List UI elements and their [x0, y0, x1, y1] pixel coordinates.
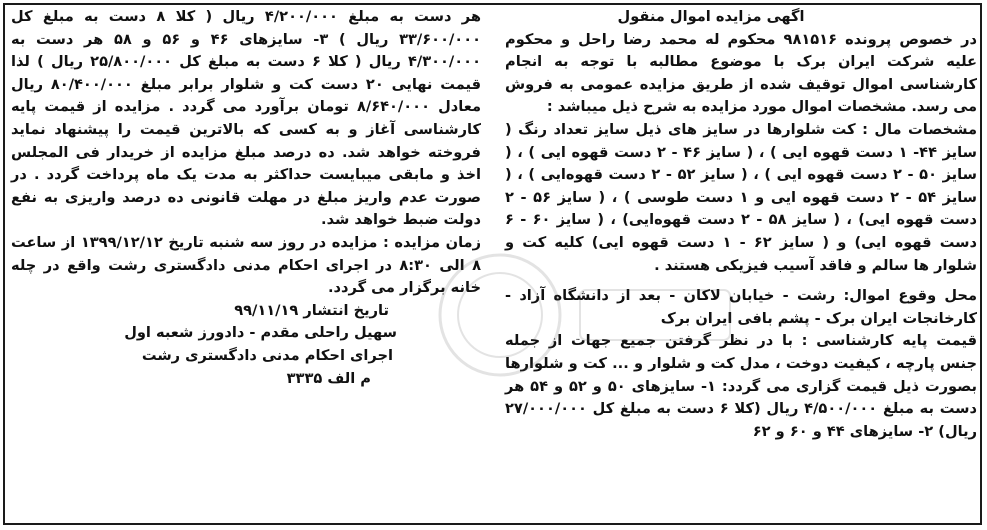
reference-number: م الف ۳۳۳۵: [286, 369, 371, 387]
asset-specifications: مشخصات مال : کت شلوارها در سایز های ذیل سایز تعداد رنگ ( سایز ۴۴- ۱ دست قهوه ایی ) ، ( سایز ۴۶ - ۲ دست قهوه ایی ) ، ( سایز ۵۰ - ۲ دست قهوه ایی ) ، ( سایز ۵۲ - ۲ دست قهوه‌ایی ) ، ( سایز ۵۴ - ۲ دست قهوه ایی و ۱ دست طوسی ) ، ( سایز ۵۶ - ۲ دست قهوه ایی) ، ( سایز ۵۸ - ۲ دست قهوه‌ایی) ، ( سایز ۶۰ - ۶ دست قهوه ایی) و ( سایز ۶۲ - ۱ دست قهوه ایی) کلیه کت و شلوار ها سالم و فاقد آسیب فیزیکی هستند .: [505, 120, 978, 274]
column-divider: [489, 6, 490, 516]
price-and-terms: هر دست به مبلغ ۴/۲۰۰/۰۰۰ ریال ( کلا ۸ دست به مبلغ کل ۳۳/۶۰۰/۰۰۰ ریال ) ۳- سایزهای ۴۶ و ۵۶ و ۵۸ هر دست به ۴/۳۰۰/۰۰۰ ریال ( کلا ۶ دست به مبلغ کل ۲۵/۸۰۰/۰۰۰ ریال ) لذا قیمت نهایی ۲۰ دست کت و شلوار برابر مبلغ ۸۰/۴۰۰/۰۰۰ ریال معادل ۸/۶۴۰/۰۰۰ تومان برآورد می گردد . مزایده از قیمت پایه کارشناسی آغاز و به کسی که بالاترین قیمت را پیشنهاد نماید فروخته خواهد شد. ده درصد مبلغ مزایده از خریدار فی المجلس اخذ و مابقی میبایست حداکثر به مدت یک ماه پرداخت گردد . در صورت عدم واریز مبلغ در مهلت قانونی ده درصد واریزی به نفع دولت ضبط خواهد شد.: [11, 8, 482, 229]
notice-intro: در خصوص پرونده ۹۸۱۵۱۶ محکوم له محمد رضا راحل و محکوم علیه شرکت ایران برک با موضوع مطالبه با توجه به انجام کارشناسی اموال توقیف شده از طریق مزایده عمومی به فروش می رسد. مشخصات اموال مورد مزایده به شرح ذیل میباشد :: [505, 30, 978, 116]
notice-right-column: [505, 6, 977, 443]
base-price-section: قیمت پایه کارشناسی : با در نظر گرفتن جمیع جهات از جمله جنس پارچه ، کیفیت دوخت ، مدل کت و شلوار و ... کت و شلوارها بصورت ذیل قیمت گزاری می گردد: ۱- سایزهای ۵۰ و ۵۲ و ۵۴ هر دست به مبلغ ۴/۵۰۰/۰۰۰ ریال (کلا ۶ دست به مبلغ کل ۲۷/۰۰۰/۰۰۰ ریال) ۲- سایزهای ۴۴ و ۶۰ و ۶۲: [505, 332, 978, 440]
issuing-office: اجرای احکام مدنی دادگستری رشت: [141, 346, 393, 364]
auction-time: زمان مزایده : مزایده در روز سه شنبه تاریخ ۱۳۹۹/۱۲/۱۲ از ساعت ۸ الی ۸:۳۰ در اجرای احکام مدنی دادگستری رشت واقع در چله خانه برگزار می گردد.: [11, 233, 481, 297]
asset-location: محل وقوع اموال: رشت - خیابان لاکان - بعد از دانشگاه آزاد - کارخانجات ایران برک - پشم بافی ایران برک: [505, 287, 977, 327]
notice-title: اگهی مزایده اموال منقول: [617, 8, 805, 25]
publish-date: تاریخ انتشار ۹۹/۱۱/۱۹: [234, 301, 389, 319]
notice-left-column: [11, 6, 481, 390]
signer-name: سهیل راحلی مقدم - دادورز شعبه اول: [124, 324, 397, 342]
